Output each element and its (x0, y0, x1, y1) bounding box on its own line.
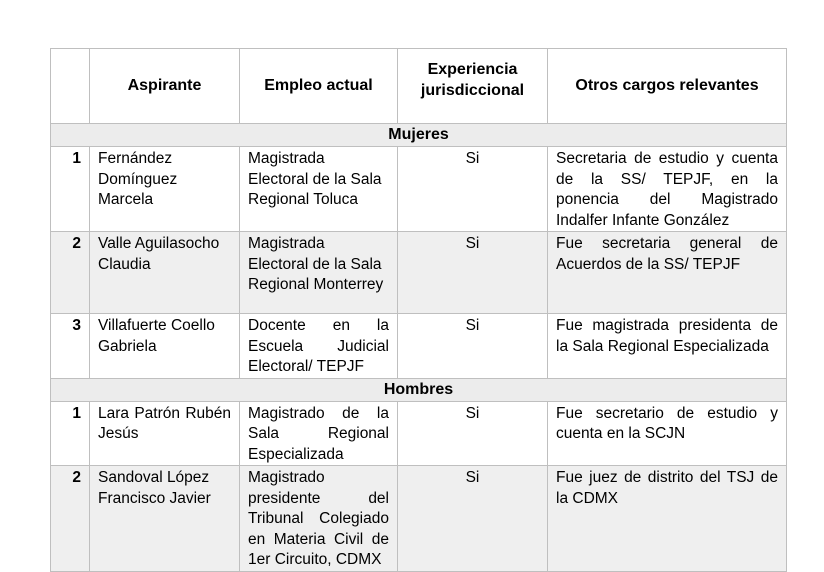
cell-aspirante: Valle Aguilasocho Claudia (90, 232, 240, 314)
cell-aspirante: Lara Patrón Rubén Jesús (90, 401, 240, 466)
cell-otros-cargos: Fue magistrada presidenta de la Sala Regional Especializada (548, 314, 787, 379)
cell-experiencia: Si (398, 147, 548, 232)
table-row (51, 147, 787, 232)
table-row (51, 401, 787, 466)
group-label-mujeres: Mujeres (51, 124, 787, 147)
group-row-hombres (51, 378, 787, 401)
cell-experiencia: Si (398, 466, 548, 572)
header-number (51, 49, 90, 124)
cell-aspirante: Fernández Domínguez Marcela (90, 147, 240, 232)
cell-experiencia: Si (398, 232, 548, 314)
cell-otros-cargos: Secretaria de estudio y cuenta de la SS/ TEPJF, en la ponencia del Magistrado Indalfer Infante González (548, 147, 787, 232)
cell-empleo: Magistrada Electoral de la Sala Regional Toluca (240, 147, 398, 232)
cell-otros-cargos: Fue juez de distrito del TSJ de la CDMX (548, 466, 787, 572)
header-aspirante: Aspirante (90, 49, 240, 124)
cell-experiencia: Si (398, 401, 548, 466)
header-otros-cargos: Otros cargos relevantes (548, 49, 787, 124)
table-row (51, 232, 787, 314)
table-row (51, 314, 787, 379)
row-number: 3 (51, 314, 90, 379)
header-empleo-actual: Empleo actual (240, 49, 398, 124)
header-experiencia: Experiencia jurisdiccional (398, 49, 548, 124)
table-row (51, 466, 787, 572)
row-number: 2 (51, 466, 90, 572)
cell-otros-cargos: Fue secretario de estudio y cuenta en la SCJN (548, 401, 787, 466)
row-number: 1 (51, 401, 90, 466)
cell-otros-cargos: Fue secretaria general de Acuerdos de la SS/ TEPJF (548, 232, 787, 314)
cell-empleo: Magistrado presidente del Tribunal Colegiado en Materia Civil de 1er Circuito, CDMX (240, 466, 398, 572)
cell-empleo: Magistrado de la Sala Regional Especializada (240, 401, 398, 466)
table-header-row (51, 49, 787, 124)
row-number: 2 (51, 232, 90, 314)
candidates-table (50, 48, 787, 572)
cell-empleo: Docente en la Escuela Judicial Electoral/ TEPJF (240, 314, 398, 379)
cell-aspirante: Villafuerte Coello Gabriela (90, 314, 240, 379)
group-row-mujeres (51, 124, 787, 147)
cell-aspirante: Sandoval López Francisco Javier (90, 466, 240, 572)
cell-experiencia: Si (398, 314, 548, 379)
row-number: 1 (51, 147, 90, 232)
cell-empleo: Magistrada Electoral de la Sala Regional Monterrey (240, 232, 398, 314)
group-label-hombres: Hombres (51, 378, 787, 401)
